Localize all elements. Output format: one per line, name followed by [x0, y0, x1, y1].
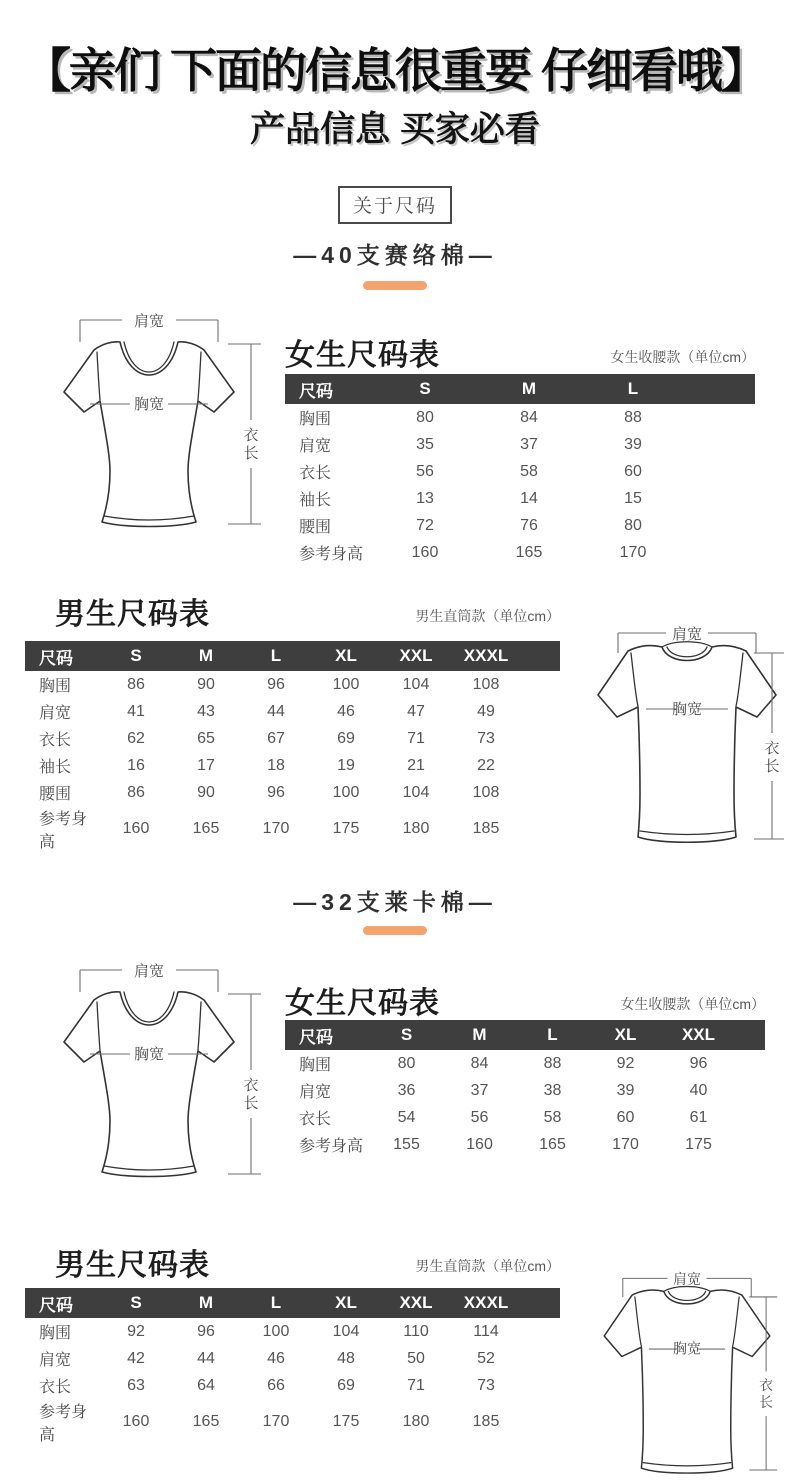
size-table-row — [25, 752, 560, 779]
size-table-row — [25, 806, 560, 852]
size-table-row — [285, 404, 755, 431]
header-filler-cell — [735, 1020, 765, 1050]
size-value-cell: 37 — [470, 1081, 489, 1099]
size-value-cell: 67 — [267, 729, 285, 747]
measure-label-cell: 参考身高 — [39, 1404, 88, 1444]
accent-bar — [363, 926, 427, 935]
male-tshirt-diagram — [588, 609, 786, 854]
size-table-row — [285, 1104, 765, 1131]
size-table-header-row — [285, 374, 755, 404]
measure-label-cell: 肩宽 — [299, 438, 332, 455]
row-filler-cell — [685, 458, 755, 485]
size-value-cell: 180 — [402, 1413, 430, 1430]
measure-label-cell: 腰围 — [299, 519, 332, 536]
size-value-cell: 64 — [197, 1376, 215, 1394]
size-value-cell: 165 — [515, 543, 543, 561]
row-filler-cell — [735, 1077, 765, 1104]
size-value-cell: 104 — [332, 1322, 360, 1340]
length-label-char2: 长 — [243, 1095, 259, 1112]
size-table-row — [25, 725, 560, 752]
size-table-row — [285, 512, 755, 539]
length-label-char1: 衣 — [243, 427, 259, 444]
shoulder-width-label: 肩宽 — [133, 963, 165, 980]
size-value-cell: 16 — [127, 756, 145, 774]
measure-header-cell: 尺码 — [285, 1020, 370, 1050]
size-value-cell: 96 — [689, 1054, 708, 1072]
size-value-cell: 170 — [619, 543, 647, 561]
table-title-female: 女生尺码表 — [285, 987, 440, 1020]
size-header-cell: XL — [311, 641, 381, 671]
size-header-cell: XXL — [662, 1020, 735, 1050]
size-value-cell: 60 — [616, 1108, 635, 1126]
size-value-cell: 71 — [407, 729, 425, 747]
tshirt-outline — [64, 992, 234, 1177]
table-title-female: 女生尺码表 — [285, 339, 440, 372]
size-table-row — [285, 485, 755, 512]
shoulder-width-label: 肩宽 — [673, 1270, 701, 1287]
size-value-cell: 39 — [616, 1081, 635, 1099]
row-filler-cell — [735, 1050, 765, 1077]
size-value-cell: 44 — [267, 702, 285, 720]
measure-header-cell: 尺码 — [25, 1288, 101, 1318]
row-filler-cell — [521, 725, 560, 752]
chest-width-label: 胸宽 — [133, 396, 165, 413]
size-table-header-row — [25, 641, 560, 671]
page-subtitle: 产品信息 买家必看 — [250, 110, 540, 149]
size-header-cell: L — [581, 374, 685, 404]
tshirt-outline — [604, 1286, 770, 1473]
measure-label-cell: 胸围 — [299, 1057, 332, 1074]
measure-label-cell: 肩宽 — [39, 1352, 72, 1369]
size-value-cell: 41 — [127, 702, 145, 720]
size-value-cell: 62 — [127, 729, 145, 747]
size-table-row — [25, 1399, 560, 1445]
measure-label-cell: 肩宽 — [39, 705, 72, 722]
size-header-cell: XXXL — [451, 641, 521, 671]
size-header-cell: M — [171, 641, 241, 671]
size-table-row — [25, 1372, 560, 1399]
accent-bar — [363, 281, 427, 290]
measure-label-cell: 衣长 — [39, 732, 72, 749]
size-value-cell: 80 — [416, 408, 434, 426]
row-filler-cell — [521, 1372, 560, 1399]
size-header-cell: S — [370, 1020, 443, 1050]
size-value-cell: 63 — [127, 1376, 145, 1394]
measure-label-cell: 参考身高 — [39, 811, 88, 851]
size-value-cell: 96 — [267, 783, 285, 801]
measure-label-cell: 衣长 — [39, 1379, 72, 1396]
size-header-cell: L — [516, 1020, 589, 1050]
length-measure — [228, 994, 261, 1174]
size-value-cell: 50 — [407, 1349, 425, 1367]
header-filler-cell — [521, 641, 560, 671]
size-value-cell: 180 — [402, 820, 430, 837]
row-filler-cell — [521, 1345, 560, 1372]
size-table-header-row — [285, 1020, 765, 1050]
tshirt-outline — [64, 342, 234, 527]
size-value-cell: 175 — [332, 1413, 360, 1430]
size-value-cell: 165 — [192, 1413, 220, 1430]
size-header-cell: M — [443, 1020, 516, 1050]
size-value-cell: 61 — [689, 1108, 708, 1126]
length-measure — [228, 344, 261, 524]
size-value-cell: 80 — [397, 1054, 416, 1072]
measure-label-cell: 参考身高 — [299, 1138, 364, 1155]
shoulder-measure — [80, 963, 218, 992]
size-table-row — [25, 779, 560, 806]
size-header-cell: XL — [589, 1020, 662, 1050]
size-value-cell: 84 — [470, 1054, 489, 1072]
size-value-cell: 69 — [337, 729, 355, 747]
section-title-cotton-40: —40支赛络棉— — [293, 242, 497, 268]
size-value-cell: 58 — [543, 1108, 562, 1126]
size-value-cell: 47 — [407, 702, 425, 720]
size-value-cell: 37 — [520, 435, 538, 453]
size-value-cell: 100 — [262, 1322, 290, 1340]
size-table-row — [285, 431, 755, 458]
size-value-cell: 92 — [616, 1054, 635, 1072]
size-value-cell: 104 — [402, 675, 430, 693]
size-badge-wrap — [0, 186, 790, 224]
size-header-cell: S — [373, 374, 477, 404]
size-header-cell: XXL — [381, 1288, 451, 1318]
measure-label-cell: 肩宽 — [299, 1084, 332, 1101]
row-filler-cell — [521, 671, 560, 698]
size-value-cell: 88 — [624, 408, 642, 426]
row-filler-cell — [735, 1131, 765, 1158]
size-value-cell: 44 — [197, 1349, 215, 1367]
size-value-cell: 22 — [477, 756, 495, 774]
chest-width-label: 胸宽 — [673, 1340, 701, 1357]
measure-label-cell: 腰围 — [39, 786, 72, 803]
size-value-cell: 80 — [624, 516, 642, 534]
size-value-cell: 69 — [337, 1376, 355, 1394]
chest-width-label: 胸宽 — [671, 701, 703, 718]
size-value-cell: 110 — [403, 1322, 429, 1340]
size-value-cell: 104 — [402, 783, 430, 801]
size-table-row — [25, 1318, 560, 1345]
size-value-cell: 60 — [624, 462, 642, 480]
size-value-cell: 49 — [477, 702, 495, 720]
size-value-cell: 38 — [543, 1081, 562, 1099]
size-value-cell: 108 — [472, 675, 500, 693]
row-filler-cell — [521, 752, 560, 779]
size-header-cell: M — [477, 374, 581, 404]
shoulder-measure — [80, 313, 218, 342]
size-header-cell: XXL — [381, 641, 451, 671]
header-filler-cell — [685, 374, 755, 404]
size-value-cell: 114 — [473, 1322, 499, 1340]
size-value-cell: 46 — [337, 702, 355, 720]
size-value-cell: 54 — [397, 1108, 416, 1126]
table-title-male: 男生尺码表 — [55, 598, 210, 631]
size-value-cell: 14 — [520, 489, 538, 507]
length-label-char1: 衣 — [759, 1377, 774, 1394]
size-header-cell: M — [171, 1288, 241, 1318]
measure-label-cell: 胸围 — [39, 1325, 72, 1342]
length-label-char1: 衣 — [243, 1077, 259, 1094]
size-value-cell: 72 — [416, 516, 434, 534]
size-value-cell: 18 — [267, 756, 285, 774]
row-filler-cell — [521, 779, 560, 806]
table-note-female: 女生收腰款（单位cm） — [620, 996, 765, 1012]
size-value-cell: 185 — [472, 1413, 500, 1430]
size-value-cell: 170 — [612, 1135, 639, 1153]
size-value-cell: 19 — [337, 756, 355, 774]
size-header-cell: XXXL — [451, 1288, 521, 1318]
male-size-table — [25, 641, 560, 852]
size-value-cell: 86 — [127, 675, 145, 693]
size-value-cell: 175 — [332, 820, 360, 837]
measure-label-cell: 袖长 — [299, 492, 332, 509]
row-filler-cell — [521, 1399, 560, 1445]
size-value-cell: 160 — [122, 820, 150, 837]
size-value-cell: 96 — [197, 1322, 215, 1340]
size-value-cell: 76 — [520, 516, 538, 534]
size-value-cell: 90 — [197, 675, 215, 693]
size-value-cell: 108 — [472, 783, 500, 801]
row-filler-cell — [521, 806, 560, 852]
size-value-cell: 175 — [685, 1135, 712, 1153]
size-header-cell: S — [101, 641, 171, 671]
row-filler-cell — [735, 1104, 765, 1131]
table-note-male: 男生直筒款（单位cm） — [415, 1258, 560, 1274]
row-filler-cell — [521, 1318, 560, 1345]
size-header-cell: S — [101, 1288, 171, 1318]
row-filler-cell — [685, 512, 755, 539]
length-label-char2: 长 — [764, 758, 780, 775]
size-value-cell: 86 — [127, 783, 145, 801]
length-label-char2: 长 — [759, 1393, 774, 1410]
female-size-table — [285, 374, 755, 566]
size-value-cell: 92 — [127, 1322, 145, 1340]
size-value-cell: 71 — [407, 1376, 425, 1394]
size-value-cell: 56 — [470, 1108, 489, 1126]
size-value-cell: 84 — [520, 408, 538, 426]
table-title-male: 男生尺码表 — [55, 1249, 210, 1282]
size-value-cell: 160 — [466, 1135, 493, 1153]
header-filler-cell — [521, 1288, 560, 1318]
female-tshirt-diagram — [33, 946, 265, 1184]
size-value-cell: 100 — [332, 783, 360, 801]
size-table-row — [25, 1345, 560, 1372]
tshirt-outline — [598, 642, 776, 843]
measure-label-cell: 参考身高 — [299, 546, 364, 563]
table-note-female: 女生收腰款（单位cm） — [610, 349, 755, 365]
size-table-row — [25, 671, 560, 698]
page-title: 【亲们 下面的信息很重要 仔细看哦】 — [23, 44, 767, 97]
size-value-cell: 170 — [262, 1413, 290, 1430]
size-table-row — [285, 1077, 765, 1104]
size-value-cell: 90 — [197, 783, 215, 801]
size-value-cell: 15 — [624, 489, 642, 507]
size-value-cell: 170 — [262, 820, 290, 837]
size-value-cell: 155 — [393, 1135, 420, 1153]
size-value-cell: 35 — [416, 435, 434, 453]
size-value-cell: 165 — [192, 820, 220, 837]
size-value-cell: 21 — [407, 756, 425, 774]
size-table-row — [285, 458, 755, 485]
shoulder-width-label: 肩宽 — [671, 626, 703, 643]
size-value-cell: 52 — [477, 1349, 495, 1367]
size-value-cell: 160 — [411, 543, 439, 561]
size-value-cell: 43 — [197, 702, 215, 720]
size-value-cell: 56 — [416, 462, 434, 480]
measure-label-cell: 胸围 — [39, 678, 72, 695]
size-value-cell: 48 — [337, 1349, 355, 1367]
shoulder-width-label: 肩宽 — [133, 313, 165, 330]
size-table-row — [285, 1131, 765, 1158]
size-value-cell: 73 — [477, 729, 495, 747]
size-value-cell: 40 — [689, 1081, 708, 1099]
measure-label-cell: 胸围 — [299, 411, 332, 428]
chest-width-label: 胸宽 — [133, 1046, 165, 1063]
measure-label-cell: 袖长 — [39, 759, 72, 776]
size-value-cell: 65 — [197, 729, 215, 747]
size-header-cell: XL — [311, 1288, 381, 1318]
length-label-char2: 长 — [243, 445, 259, 462]
about-size-badge: 关于尺码 — [338, 186, 452, 224]
size-header-cell: L — [241, 641, 311, 671]
size-value-cell: 96 — [267, 675, 285, 693]
measure-header-cell: 尺码 — [285, 374, 373, 404]
measure-label-cell: 衣长 — [299, 465, 332, 482]
size-table-row — [285, 1050, 765, 1077]
male-tshirt-diagram — [588, 1256, 786, 1484]
measure-header-cell: 尺码 — [25, 641, 101, 671]
size-value-cell: 39 — [624, 435, 642, 453]
section-title-cotton-32: —32支莱卡棉— — [293, 889, 497, 915]
size-value-cell: 46 — [267, 1349, 285, 1367]
row-filler-cell — [521, 698, 560, 725]
size-table-header-row — [25, 1288, 560, 1318]
size-value-cell: 100 — [332, 675, 360, 693]
measure-label-cell: 衣长 — [299, 1111, 332, 1128]
row-filler-cell — [685, 431, 755, 458]
female-tshirt-diagram — [33, 296, 265, 534]
row-filler-cell — [685, 539, 755, 566]
length-label-char1: 衣 — [764, 740, 780, 757]
size-value-cell: 66 — [267, 1376, 285, 1394]
row-filler-cell — [685, 485, 755, 512]
size-value-cell: 88 — [543, 1054, 562, 1072]
size-value-cell: 42 — [127, 1349, 145, 1367]
size-table-row — [285, 539, 755, 566]
size-value-cell: 185 — [472, 820, 500, 837]
male-size-table — [25, 1288, 560, 1445]
size-value-cell: 160 — [122, 1413, 150, 1430]
female-size-table — [285, 1020, 765, 1158]
size-value-cell: 73 — [477, 1376, 495, 1394]
size-value-cell: 165 — [539, 1135, 566, 1153]
size-table-row — [25, 698, 560, 725]
row-filler-cell — [685, 404, 755, 431]
size-value-cell: 36 — [397, 1081, 416, 1099]
size-header-cell: L — [241, 1288, 311, 1318]
size-value-cell: 58 — [520, 462, 538, 480]
size-value-cell: 17 — [197, 756, 215, 774]
size-value-cell: 13 — [416, 489, 434, 507]
table-note-male: 男生直筒款（单位cm） — [415, 608, 560, 624]
